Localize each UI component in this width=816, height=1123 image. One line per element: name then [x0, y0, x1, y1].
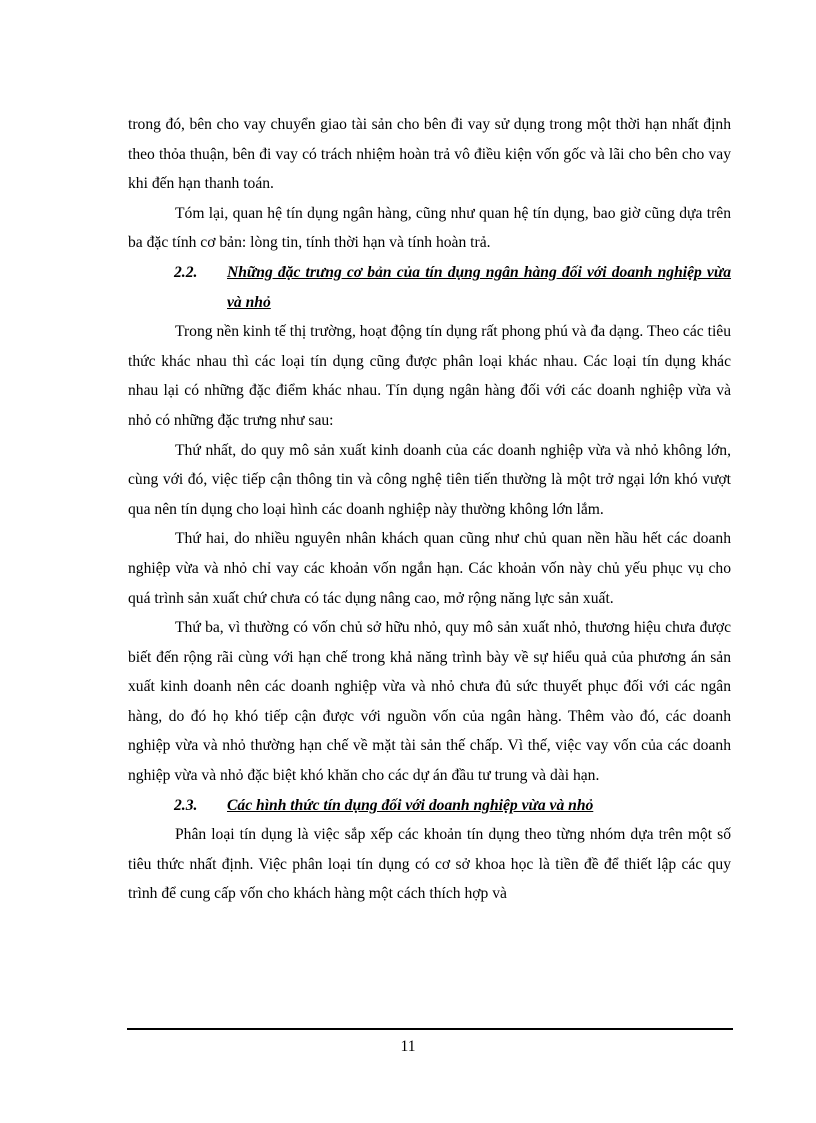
paragraph-first-feature: Thứ nhất, do quy mô sản xuất kinh doanh của các doanh nghiệp vừa và nhỏ không lớn, cùng với đó, việc tiếp cận thông tin và công nghệ tiên tiến thường là một trở ngại lớn khó vượt qua nên tín dụng cho loại hình các doanh nghiệp này thường không lớn lắm. [128, 441, 731, 518]
footer-divider [127, 1028, 733, 1030]
section-heading-2-2 [128, 258, 731, 317]
paragraph-continuation: trong đó, bên cho vay chuyển giao tài sản cho bên đi vay sử dụng trong một thời hạn nhất định theo thỏa thuận, bên đi vay có trách nhiệm hoàn trả vô điều kiện vốn gốc và lãi cho bên cho vay khi đến hạn thanh toán. [128, 116, 731, 193]
paragraph-second-feature: Thứ hai, do nhiều nguyên nhân khách quan cũng như chủ quan nền hầu hết các doanh nghiệp vừa và nhỏ chỉ vay các khoản vốn ngắn hạn. Các khoản vốn này chủ yếu phục vụ cho quá trình sản xuất chứ chưa có tác dụng nâng cao, mở rộng năng lực sản xuất. [128, 530, 731, 607]
paragraph-third-feature: Thứ ba, vì thường có vốn chủ sở hữu nhỏ, quy mô sản xuất nhỏ, thương hiệu chưa được biết đến rộng rãi cùng với hạn chế trong khả năng trình bày về sự hiểu quả của phương án sản xuất kinh doanh nên các doanh nghiệp vừa và nhỏ chưa đủ sức thuyết phục đối với các ngân hàng, do đó họ khó tiếp cận được với nguồn vốn của ngân hàng. Thêm vào đó, các doanh nghiệp vừa và nhỏ thường hạn chế về mặt tài sản thế chấp. Vì thế, việc vay vốn của các doanh nghiệp vừa và nhỏ đặc biệt khó khăn cho các dự án đầu tư trung và dài hạn. [128, 619, 731, 785]
paragraph-intro: Trong nền kinh tế thị trường, hoạt động tín dụng rất phong phú và đa dạng. Theo các tiêu thức khác nhau thì các loại tín dụng cũng được phân loại khác nhau. Các loại tín dụng khác nhau lại có những đặc điểm khác nhau. Tín dụng ngân hàng đối với các doanh nghiệp vừa và nhỏ có những đặc trưng như sau: [128, 323, 731, 429]
section-title-2-2: Những đặc trưng cơ bản của tín dụng ngân hàng đối với doanh nghiệp vừa và nhỏ [227, 263, 731, 311]
paragraph-classification: Phân loại tín dụng là việc sắp xếp các khoản tín dụng theo từng nhóm dựa trên một số tiêu thức nhất định. Việc phân loại tín dụng có cơ sở khoa học là tiền đề để thiết lập các quy trình để cung cấp vốn cho khách hàng một cách thích hợp và [128, 826, 731, 903]
paragraph-summary: Tóm lại, quan hệ tín dụng ngân hàng, cũng như quan hệ tín dụng, bao giờ cũng dựa trên ba đặc tính cơ bản: lòng tin, tính thời hạn và tính hoàn trả. [128, 204, 731, 252]
section-number-2-3: 2.3. [174, 796, 198, 814]
section-title-2-3: Các hình thức tín dụng đối với doanh nghiệp vừa và nhỏ [227, 796, 594, 814]
page-body [128, 110, 731, 909]
section-heading-2-3 [128, 791, 731, 821]
page-number: 11 [400, 1038, 416, 1055]
section-number-2-2: 2.2. [174, 263, 198, 281]
